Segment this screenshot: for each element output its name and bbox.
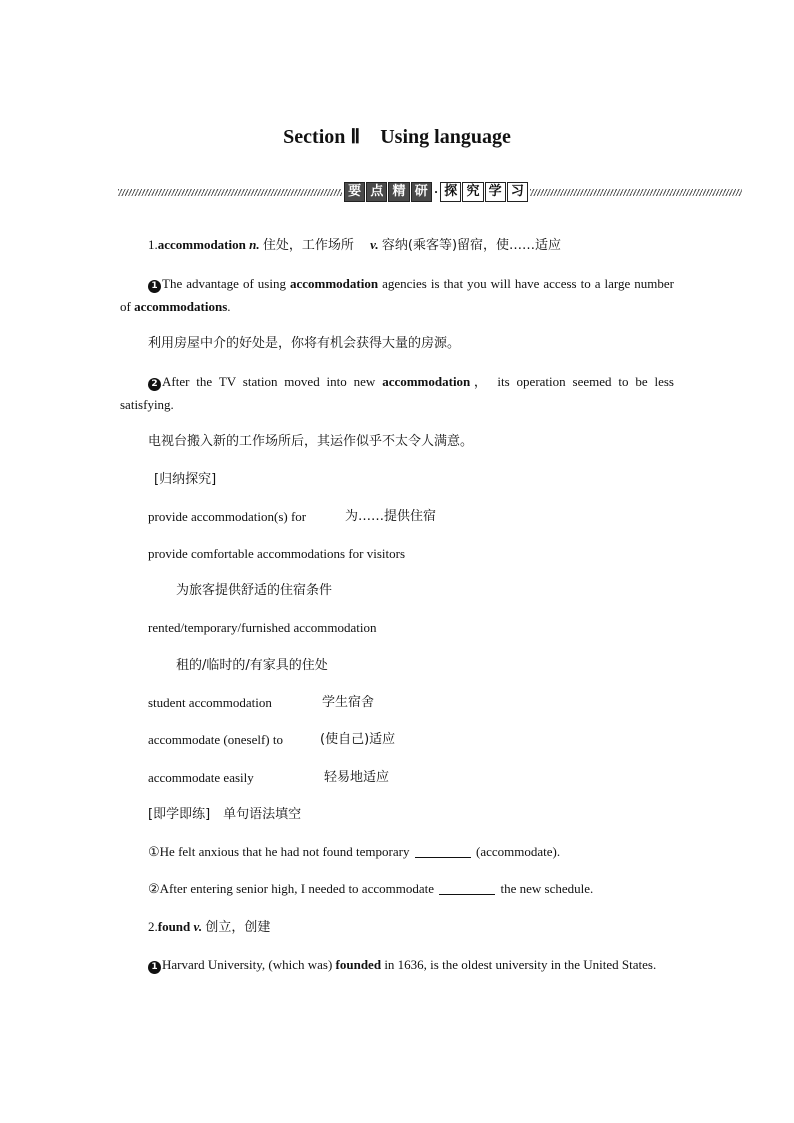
phrase-english: provide comfortable accommodations for visitors: [148, 546, 406, 561]
example-sentence-1: [120, 272, 674, 318]
banner-dot: ·: [433, 184, 439, 199]
example-text: in 1636, is the oldest university in the United States.: [381, 957, 657, 972]
example-number-badge: 1: [148, 961, 161, 974]
banner-char: 习: [507, 182, 528, 202]
part-of-speech: n.: [249, 237, 260, 252]
vocab-word: found: [157, 919, 191, 934]
example-text: agencies is that you will have access to a large number of: [120, 276, 675, 314]
definition: 容纳(乘客等)留宿，使……适应: [381, 238, 562, 253]
vocab-heading-1: [148, 234, 561, 257]
example-text: ， its operation seemed to be less satisfying.: [120, 374, 674, 412]
banner-char: 点: [366, 182, 387, 202]
phrase-english: rented/temporary/furnished accommodation: [148, 620, 377, 635]
practice-question-2: [148, 878, 593, 900]
banner-hatch-right: [530, 189, 742, 196]
translation-1: 利用房屋中介的好处是，你将有机会获得大量的房源。: [148, 336, 461, 351]
phrase-chinese: 租的/临时的/有家具的住处: [176, 658, 328, 673]
highlight-word: founded: [335, 957, 382, 972]
example-sentence-2: [120, 370, 674, 416]
phrase-english: provide accommodation(s) for: [148, 509, 307, 524]
translation-2: 电视台搬入新的工作场所后，其运作似乎不太令人满意。: [148, 434, 474, 449]
phrase-chinese: 学生宿舍: [322, 695, 375, 710]
answer-blank[interactable]: [439, 882, 495, 895]
question-text: ①He felt anxious that he had not found temporary: [148, 844, 413, 859]
answer-blank[interactable]: [415, 845, 471, 858]
phrase-chinese: 为……提供住宿: [345, 509, 437, 524]
highlight-word: accommodations: [134, 299, 228, 314]
question-text: the new schedule.: [497, 881, 594, 896]
part-of-speech: v.: [370, 237, 379, 252]
banner-char: 探: [440, 182, 461, 202]
banner-char: 要: [344, 182, 365, 202]
example-sentence-3: [120, 953, 674, 976]
practice-heading: [148, 804, 301, 826]
vocab-word: accommodation: [157, 237, 246, 252]
example-text: .: [227, 299, 231, 314]
part-of-speech: v.: [193, 919, 203, 934]
practice-label: [即学即练]: [148, 807, 211, 822]
page-title: Section Ⅱ Using language: [283, 126, 511, 148]
vocab-heading-2: [148, 916, 270, 939]
phrase-chinese: (使自己)适应: [320, 732, 396, 747]
banner-label: [344, 181, 528, 203]
highlight-word: accommodation: [289, 276, 379, 291]
banner-char: 精: [388, 182, 409, 202]
practice-question-1: [148, 841, 560, 863]
highlight-word: accommodation: [382, 374, 471, 389]
banner-char: 研: [411, 182, 432, 202]
question-text: ②After entering senior high, I needed to accommodate: [148, 881, 438, 896]
example-text: The advantage of using: [162, 276, 290, 291]
definition: 住处，工作场所: [262, 238, 367, 253]
phrase-english: accommodate easily: [148, 770, 254, 785]
banner-hatch-left: [118, 189, 342, 196]
summary-label: [归纳探究]: [154, 472, 217, 487]
practice-task: 单句语法填空: [223, 807, 302, 822]
item-number: 1.: [148, 237, 158, 252]
banner-char: 学: [485, 182, 506, 202]
phrase-chinese: 为旅客提供舒适的住宿条件: [176, 583, 333, 598]
phrase-chinese: 轻易地适应: [324, 770, 390, 785]
question-text: (accommodate).: [472, 844, 561, 859]
example-text: Harvard University, (which was): [162, 957, 336, 972]
item-number: 2.: [148, 919, 158, 934]
example-number-badge: 1: [148, 280, 161, 293]
phrase-english: accommodate (oneself) to: [148, 732, 283, 747]
definition: 创立，创建: [205, 920, 271, 935]
section-banner: [118, 181, 742, 203]
phrase-row: [148, 506, 306, 528]
banner-char: 究: [462, 182, 483, 202]
example-text: After the TV station moved into new: [162, 374, 383, 389]
phrase-english: student accommodation: [148, 695, 272, 710]
example-number-badge: 2: [148, 378, 161, 391]
